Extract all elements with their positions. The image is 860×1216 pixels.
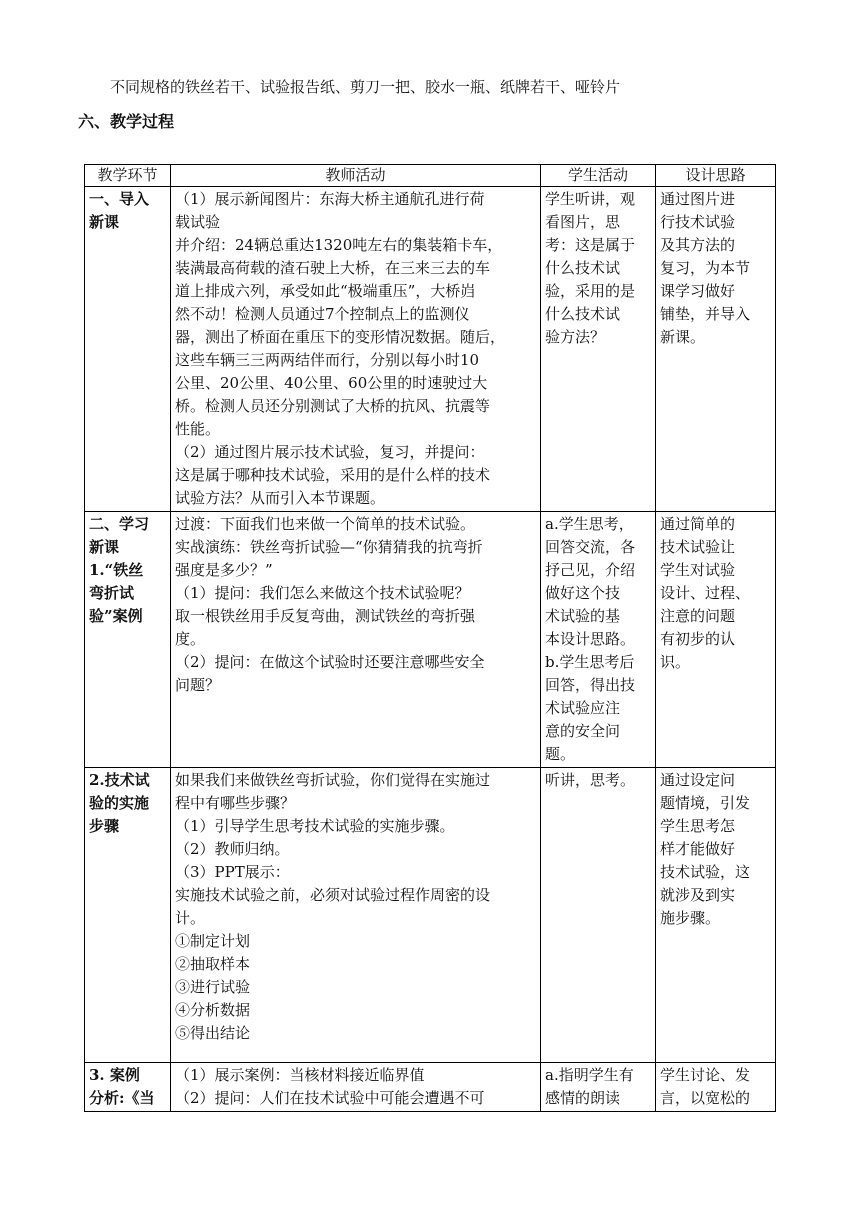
teacher-activity-line: （1）展示新闻图片：东海大桥主通航孔进行荷 <box>175 190 485 208</box>
student-activity-line: 验，采用的是 <box>545 282 636 300</box>
header-stage: 教学环节 <box>85 165 171 187</box>
table-row <box>85 768 776 1063</box>
table-row <box>85 187 776 512</box>
student-activity-cell <box>541 1063 656 1112</box>
stage-line: 验”案例 <box>89 607 143 625</box>
teacher-activity-cell <box>171 512 541 768</box>
stage-line: 二、学习 <box>89 515 150 533</box>
stage-line: 弯折试 <box>89 584 135 602</box>
stage-cell <box>85 1063 171 1112</box>
teacher-activity-line: 器，测出了桥面在重压下的变形情况数据。随后， <box>175 328 506 346</box>
stage-cell <box>85 768 171 1063</box>
design-idea-line: 复习，为本节 <box>660 259 751 277</box>
design-idea-cell <box>656 1063 776 1112</box>
teacher-activity-line: 强度是多少？” <box>175 561 273 579</box>
design-idea-line: 有初步的认 <box>660 630 736 648</box>
stage-cell <box>85 512 171 768</box>
teacher-activity-line: 取一根铁丝用手反复弯曲，测试铁丝的弯折强 <box>175 607 476 625</box>
student-activity-line: 看图片，思 <box>545 213 621 231</box>
header-teacher-activity: 教师活动 <box>171 165 541 187</box>
student-activity-line: 考：这是属于 <box>545 236 636 254</box>
stage-line: 一、导入 <box>89 190 150 208</box>
student-activity-line: 感情的朗读 <box>545 1089 621 1107</box>
design-idea-line: 注意的问题 <box>660 607 736 625</box>
teacher-activity-line: （2）通过图片展示技术试验，复习，并提问： <box>175 443 485 461</box>
student-activity-line: b.学生思考后 <box>545 653 635 671</box>
teacher-activity-line: 实施技术试验之前，必须对试验过程作周密的设 <box>175 886 491 904</box>
teacher-activity-line: （3）PPT展示： <box>175 863 290 881</box>
teacher-activity-line: （1）提问：我们怎么来做这个技术试验呢？ <box>175 584 470 602</box>
table-header-row <box>85 165 776 187</box>
table-row <box>85 512 776 768</box>
design-idea-line: 技术试验让 <box>660 538 736 556</box>
design-idea-line: 就涉及到实 <box>660 886 736 904</box>
student-activity-line: 做好这个技 <box>545 584 621 602</box>
student-activity-cell <box>541 768 656 1063</box>
design-idea-line: 通过简单的 <box>660 515 736 533</box>
stage-cell <box>85 187 171 512</box>
design-idea-line: 新课。 <box>660 328 706 346</box>
teacher-activity-line: 桥。检测人员还分别测试了大桥的抗风、抗震等 <box>175 397 491 415</box>
teacher-activity-cell <box>171 768 541 1063</box>
teacher-activity-line: ③进行试验 <box>175 978 251 996</box>
student-activity-line: 什么技术试 <box>545 305 621 323</box>
header-design-idea: 设计思路 <box>656 165 776 187</box>
design-idea-line: 课学习做好 <box>660 282 736 300</box>
design-idea-line: 通过图片进 <box>660 190 736 208</box>
student-activity-line: 术试验应注 <box>545 699 621 717</box>
design-idea-cell <box>656 187 776 512</box>
teacher-activity-line: 这是属于哪种技术试验，采用的是什么样的技术 <box>175 466 491 484</box>
teacher-activity-line: （2）教师归纳。 <box>175 840 290 858</box>
teacher-activity-line: 装满最高荷载的渣石驶上大桥，在三来三去的车 <box>175 259 491 277</box>
teacher-activity-line: 道上排成六列，承受如此“极端重压”，大桥岿 <box>175 282 476 300</box>
student-activity-line: 题。 <box>545 745 576 763</box>
teacher-activity-cell <box>171 187 541 512</box>
design-idea-line: 言，以宽松的 <box>660 1089 751 1107</box>
teacher-activity-line: 然不动！检测人员通过7个控制点上的监测仪 <box>175 305 470 323</box>
table-row <box>85 1063 776 1112</box>
teacher-activity-line: （2）提问：人们在技术试验中可能会遭遇不可 <box>175 1089 485 1107</box>
design-idea-cell <box>656 768 776 1063</box>
teacher-activity-line: （1）展示案例：当核材料接近临界值 <box>175 1066 425 1084</box>
teacher-activity-line: ①制定计划 <box>175 932 251 950</box>
design-idea-line: 铺垫，并导入 <box>660 305 751 323</box>
design-idea-line: 题情境，引发 <box>660 794 751 812</box>
stage-line: 验的实施 <box>89 794 150 812</box>
design-idea-line: 通过设定问 <box>660 771 736 789</box>
materials-line: 不同规格的铁丝若干、试验报告纸、剪刀一把、胶水一瓶、纸牌若干、哑铃片 <box>110 78 621 96</box>
teacher-activity-line: 实战演练：铁丝弯折试验—“你猜猜我的抗弯折 <box>175 538 483 556</box>
stage-line: 1.“铁丝 <box>89 561 144 579</box>
teacher-activity-line: ②抽取样本 <box>175 955 251 973</box>
section-heading: 六、教学过程 <box>78 112 175 131</box>
stage-line: 3. 案例 <box>89 1066 140 1084</box>
design-idea-line: 技术试验，这 <box>660 863 751 881</box>
teacher-activity-line: ⑤得出结论 <box>175 1024 251 1042</box>
student-activity-line: 回答交流，各 <box>545 538 636 556</box>
teacher-activity-line: 度。 <box>175 630 206 648</box>
teacher-activity-cell <box>171 1063 541 1112</box>
teacher-activity-line: 性能。 <box>175 420 221 438</box>
teacher-activity-line: 计。 <box>175 909 206 927</box>
student-activity-line: 意的安全问 <box>545 722 621 740</box>
design-idea-line: 设计、过程、 <box>660 584 751 602</box>
student-activity-line: 什么技术试 <box>545 259 621 277</box>
header-student-activity: 学生活动 <box>541 165 656 187</box>
teacher-activity-line: （1）引导学生思考技术试验的实施步骤。 <box>175 817 455 835</box>
stage-line: 分析:《当 <box>89 1089 155 1107</box>
teacher-activity-line: 如果我们来做铁丝弯折试验，你们觉得在实施过 <box>175 771 491 789</box>
stage-line: 新课 <box>89 213 120 231</box>
student-activity-line: a.学生思考， <box>545 515 634 533</box>
teacher-activity-line: 这些车辆三三两两结伴而行，分别以每小时10 <box>175 351 480 369</box>
design-idea-line: 行技术试验 <box>660 213 736 231</box>
design-idea-line: 施步骤。 <box>660 909 721 927</box>
design-idea-line: 及其方法的 <box>660 236 736 254</box>
teacher-activity-line: （2）提问：在做这个试验时还要注意哪些安全 <box>175 653 485 671</box>
design-idea-line: 学生思考怎 <box>660 817 736 835</box>
stage-line: 2.技术试 <box>89 771 150 789</box>
teacher-activity-line: 并介绍：24辆总重达1320吨左右的集装箱卡车， <box>175 236 503 254</box>
teacher-activity-line: ④分析数据 <box>175 1001 251 1019</box>
student-activity-line: 回答，得出技 <box>545 676 636 694</box>
teacher-activity-line: 载试验 <box>175 213 221 231</box>
student-activity-line: a.指明学生有 <box>545 1066 634 1084</box>
teacher-activity-line: 试验方法？从而引入本节课题。 <box>175 489 386 507</box>
design-idea-line: 样才能做好 <box>660 840 736 858</box>
teacher-activity-line: 程中有哪些步骤？ <box>175 794 296 812</box>
stage-line: 新课 <box>89 538 120 556</box>
student-activity-line: 抒己见，介绍 <box>545 561 636 579</box>
student-activity-line: 本设计思路。 <box>545 630 636 648</box>
teaching-process-table <box>84 164 776 1112</box>
teacher-activity-line: 公里、20公里、40公里、60公里的时速驶过大 <box>175 374 488 392</box>
student-activity-line: 验方法？ <box>545 328 606 346</box>
teacher-activity-line: 过渡：下面我们也来做一个简单的技术试验。 <box>175 515 476 533</box>
design-idea-line: 识。 <box>660 653 691 671</box>
design-idea-cell <box>656 512 776 768</box>
teacher-activity-line: 问题？ <box>175 676 221 694</box>
design-idea-line: 学生对试验 <box>660 561 736 579</box>
student-activity-cell <box>541 512 656 768</box>
student-activity-line: 学生听讲，观 <box>545 190 636 208</box>
student-activity-line: 听讲，思考。 <box>545 771 636 789</box>
student-activity-line: 术试验的基 <box>545 607 621 625</box>
design-idea-line: 学生讨论、发 <box>660 1066 751 1084</box>
stage-line: 步骤 <box>89 817 120 835</box>
student-activity-cell <box>541 187 656 512</box>
